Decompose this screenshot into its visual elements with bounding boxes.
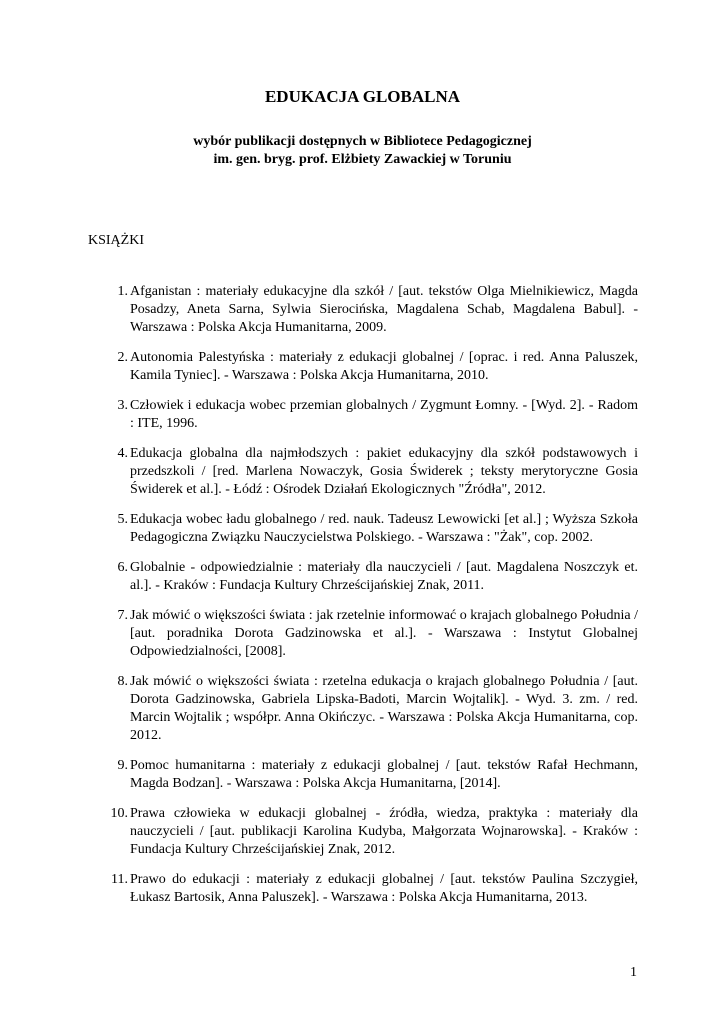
list-item-number: 4. bbox=[117, 446, 128, 461]
list-item bbox=[0, 397, 725, 433]
section-heading-books: KSIĄŻKI bbox=[88, 233, 144, 248]
list-item-number: 3. bbox=[117, 398, 128, 413]
list-item-number: 1. bbox=[117, 284, 128, 299]
list-item-number: 2. bbox=[117, 350, 128, 365]
list-item-text: Globalnie - odpowiedzialnie : materiały dla nauczycieli / [aut. Magdalena Noszczyk et. al.]. - Kraków : Fundacja Kultury Chrześcijańskiej Znak, 2011. bbox=[130, 560, 638, 593]
list-item bbox=[0, 349, 725, 385]
list-item bbox=[0, 607, 725, 661]
document-title: EDUKACJA GLOBALNA bbox=[264, 87, 461, 106]
list-item-number: 11. bbox=[111, 872, 128, 887]
list-item-text: Jak mówić o większości świata : rzetelna edukacja o krajach globalnego Południa / [aut. Dorota Gadzinowska, Gabriela Lipska-Badoti, Marcin Wojtalik]. - Wyd. 3. zm. / red. Marcin Wojtalik ; współpr. Anna Okińczyc. - Warszawa : Polska Akcja Humanitarna, cop. 2012. bbox=[130, 674, 638, 743]
subtitle-line: wybór publikacji dostępnych w Bibliotece Pedagogicznej bbox=[193, 134, 532, 149]
subtitle-line: im. gen. bryg. prof. Elżbiety Zawackiej w Toruniu bbox=[213, 152, 512, 167]
document-subtitle bbox=[0, 133, 725, 169]
list-item bbox=[0, 805, 725, 859]
list-item bbox=[0, 283, 725, 337]
list-item-text: Człowiek i edukacja wobec przemian globalnych / Zygmunt Łomny. - [Wyd. 2]. - Radom : ITE, 1996. bbox=[130, 398, 638, 431]
list-item-text: Jak mówić o większości świata : jak rzetelnie informować o krajach globalnego Południa / [aut. poradnika Dorota Gadzinowska et al.]. - Warszawa : Instytut Globalnej Odpowiedzialności, [2008]. bbox=[130, 608, 638, 659]
list-item bbox=[0, 673, 725, 745]
list-item-text: Edukacja globalna dla najmłodszych : pakiet edukacyjny dla szkół podstawowych i przedszkoli / [red. Marlena Nowaczyk, Gosia Świderek ; teksty merytoryczne Gosia Świderek et al.]. - Łódź : Ośrodek Działań Ekologicznych "Źródła", 2012. bbox=[130, 446, 638, 497]
book-list bbox=[0, 283, 725, 919]
list-item bbox=[0, 559, 725, 595]
list-item-number: 6. bbox=[117, 560, 128, 575]
list-item-number: 8. bbox=[117, 674, 128, 689]
list-item-text: Prawo do edukacji : materiały z edukacji globalnej / [aut. tekstów Paulina Szczygieł, Łukasz Bartosik, Anna Paluszek]. - Warszawa : Polska Akcja Humanitarna, 2013. bbox=[130, 872, 638, 905]
list-item-number: 10. bbox=[110, 806, 128, 821]
list-item-text: Edukacja wobec ładu globalnego / red. nauk. Tadeusz Lewowicki [et al.] ; Wyższa Szkoła Pedagogiczna Związku Nauczycielstwa Polskiego. - Warszawa : "Żak", cop. 2002. bbox=[130, 512, 638, 545]
list-item-number: 7. bbox=[117, 608, 128, 623]
list-item-text: Pomoc humanitarna : materiały z edukacji globalnej / [aut. tekstów Rafał Hechmann, Magda Bodzan]. - Warszawa : Polska Akcja Humanitarna, [2014]. bbox=[130, 758, 638, 791]
list-item-text: Prawa człowieka w edukacji globalnej - źródła, wiedza, praktyka : materiały dla nauczycieli / [aut. publikacji Karolina Kudyba, Małgorzata Wojnarowska]. - Kraków : Fundacja Kultury Chrześcijańskiej Znak, 2012. bbox=[130, 806, 638, 857]
list-item bbox=[0, 511, 725, 547]
list-item-text: Autonomia Palestyńska : materiały z edukacji globalnej / [oprac. i red. Anna Paluszek, Kamila Tyniec]. - Warszawa : Polska Akcja Humanitarna, 2010. bbox=[130, 350, 638, 383]
list-item-number: 9. bbox=[117, 758, 128, 773]
list-item bbox=[0, 871, 725, 907]
list-item bbox=[0, 445, 725, 499]
list-item-number: 5. bbox=[117, 512, 128, 527]
list-item bbox=[0, 757, 725, 793]
list-item-text: Afganistan : materiały edukacyjne dla szkół / [aut. tekstów Olga Mielnikiewicz, Magda Posadzy, Aneta Sarna, Sylwia Sierocińska, Magdalena Schab, Magdalena Babul]. - Warszawa : Polska Akcja Humanitarna, 2009. bbox=[130, 284, 638, 335]
page-number: 1 bbox=[630, 965, 637, 980]
